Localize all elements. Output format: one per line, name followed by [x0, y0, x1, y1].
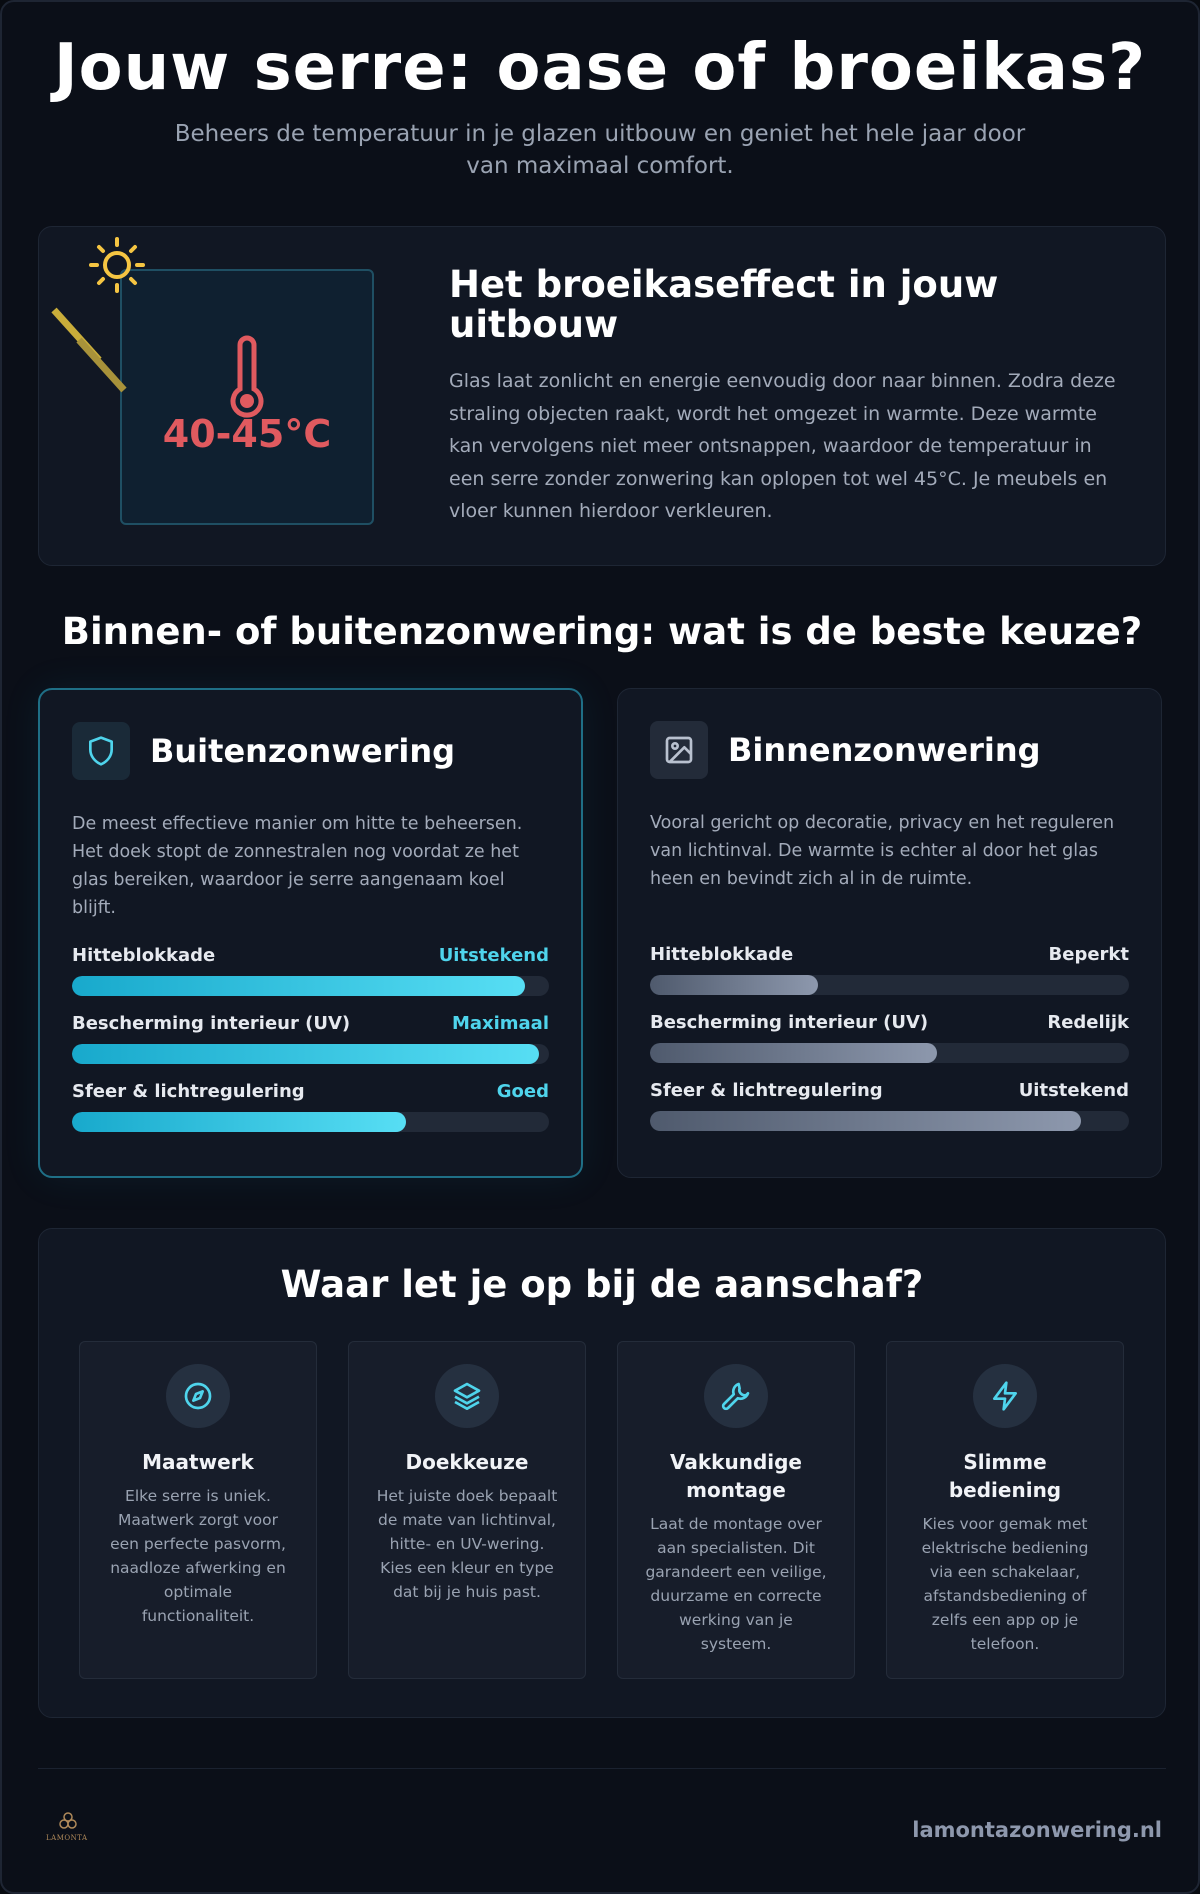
purchase-tips-card [38, 1228, 1166, 1718]
metric-value: Beperkt [1048, 944, 1129, 965]
purchase-title: Waar let je op bij de aanschaf? [280, 1263, 924, 1306]
metric-bar [650, 1111, 1129, 1131]
metric-heat-block [650, 944, 1129, 995]
image-icon [650, 721, 708, 779]
wrench-icon [704, 1364, 768, 1428]
compass-icon [166, 1364, 230, 1428]
tile-text: Het juiste doek bepaalt de mate van lichtinval, hitte- en UV-wering. Kies een kleur en type dat bij je huis past. [376, 1487, 558, 1601]
indoor-header [650, 721, 1129, 779]
metric-label: Hitteblokkade [72, 945, 216, 966]
metric-label: Bescherming interieur (UV) [650, 1012, 929, 1033]
metric-value: Uitstekend [1018, 1080, 1129, 1101]
indoor-shading-card [617, 688, 1162, 1178]
greenhouse-card [38, 226, 1166, 566]
footer-divider [38, 1768, 1166, 1769]
metric-bar [72, 1112, 549, 1132]
metric-bar-fill [650, 975, 818, 995]
metric-label: Sfeer & lichtregulering [650, 1080, 883, 1101]
logo-mark-icon [42, 1810, 94, 1834]
logo-text: LAMONTA [46, 1834, 88, 1842]
metric-bar-fill [72, 976, 525, 996]
metric-bar-fill [72, 1112, 406, 1132]
tile-text: Kies voor gemak met elektrische bediening via een schakelaar, afstandsbediening of zelfs een app op je telefoon. [921, 1515, 1089, 1653]
layers-icon [435, 1364, 499, 1428]
metric-light-control [650, 1080, 1129, 1131]
tile-title: Vakkundige montage [669, 1450, 802, 1502]
metric-bar-fill [72, 1044, 539, 1064]
greenhouse-text [449, 265, 1129, 528]
metric-light-control [72, 1081, 549, 1132]
tile-bediening [886, 1341, 1124, 1679]
metric-label: Bescherming interieur (UV) [72, 1013, 351, 1034]
brand-logo [42, 1810, 94, 1850]
indoor-title: Binnenzonwering [728, 731, 1041, 769]
outdoor-title: Buitenzonwering [150, 732, 456, 770]
greenhouse-title: Het broeikaseffect in jouw uitbouw [449, 263, 999, 346]
tile-doekkeuze [348, 1341, 586, 1679]
metric-uv-protection [72, 1013, 549, 1064]
comparison-title: Binnen- of buitenzonwering: wat is de beste keuze? [61, 610, 1143, 653]
metric-bar [650, 975, 1129, 995]
sun-icon [87, 235, 147, 295]
metric-bar [72, 1044, 549, 1064]
lightning-icon [973, 1364, 1037, 1428]
indoor-description: Vooral gericht op decoratie, privacy en het reguleren van lichtinval. De warmte is echter al door het glas heen en bevindt zich al in de ruimte. [650, 813, 1115, 889]
header [2, 2, 1198, 182]
website-link[interactable]: lamontazonwering.nl [912, 1818, 1162, 1842]
metric-label: Sfeer & lichtregulering [72, 1081, 305, 1102]
metric-bar-fill [650, 1043, 937, 1063]
sun-rays-icon [49, 305, 129, 395]
tile-montage [617, 1341, 855, 1679]
metric-heat-block [72, 945, 549, 996]
page-title: Jouw serre: oase of broeikas? [53, 31, 1147, 105]
tile-title: Slimme bediening [948, 1450, 1062, 1502]
shield-icon [72, 722, 130, 780]
tile-text: Elke serre is uniek. Maatwerk zorgt voor een perfecte pasvorm, naadloze afwerking en optimale functionaliteit. [110, 1487, 286, 1625]
outdoor-header [72, 722, 549, 780]
tile-text: Laat de montage over aan specialisten. Dit garandeert een veilige, duurzame en correcte werking van je systeem. [645, 1515, 827, 1653]
metric-value: Uitstekend [438, 945, 549, 966]
metric-value: Goed [496, 1081, 549, 1102]
metric-label: Hitteblokkade [650, 944, 794, 965]
metric-uv-protection [650, 1012, 1129, 1063]
metric-bar-fill [650, 1111, 1081, 1131]
outdoor-shading-card [38, 688, 583, 1178]
metric-bar [72, 976, 549, 996]
tile-title: Doekkeuze [405, 1450, 529, 1474]
metric-bar [650, 1043, 1129, 1063]
page-subtitle: Beheers de temperatuur in je glazen uitbouw en geniet het hele jaar door van maximaal comfort. [174, 121, 1026, 179]
metric-value: Maximaal [451, 1013, 549, 1034]
outdoor-description: De meest effectieve manier om hitte te beheersen. Het doek stopt de zonnestralen nog voordat ze het glas bereiken, waardoor je serre aangenaam koel blijft. [72, 814, 523, 918]
greenhouse-description: Glas laat zonlicht en energie eenvoudig door naar binnen. Zodra deze straling objecten raakt, wordt het omgezet in warmte. Deze warmte kan vervolgens niet meer ontsnappen, waardoor de temperatuur in een serre zonder zonwering kan oplopen tot wel 45°C. Je meubels en vloer kunnen hierdoor verkleuren. [449, 370, 1116, 522]
tile-title: Maatwerk [142, 1450, 254, 1474]
tile-maatwerk [79, 1341, 317, 1679]
temperature-label: 40-45°C [162, 412, 332, 456]
metric-value: Redelijk [1047, 1012, 1129, 1033]
